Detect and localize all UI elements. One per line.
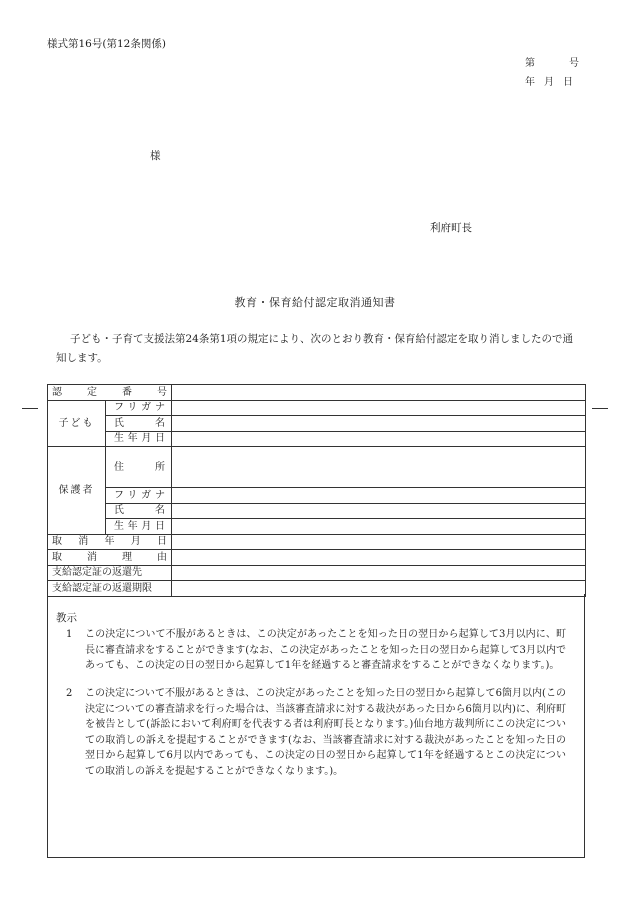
value-guardian-name[interactable]	[172, 503, 586, 519]
ref-go: 号	[569, 58, 579, 69]
notice-item-number: 2	[66, 688, 73, 699]
fold-mark-left	[22, 408, 38, 409]
date-month: 月	[544, 77, 554, 88]
reference-number	[525, 54, 579, 69]
row-cancel-date	[48, 534, 586, 550]
value-child-name[interactable]	[172, 416, 586, 432]
label-guardian-name: 氏名	[106, 503, 172, 519]
row-child-furigana	[48, 400, 586, 416]
row-guardian-birthdate	[48, 519, 586, 535]
label-cert-number: 認定番号	[48, 385, 172, 401]
value-guardian-furigana[interactable]	[172, 488, 586, 504]
notice-item-text: この決定について不服があるときは、この決定があったことを知った日の翌日から起算して6箇月以内(この決定についての審査請求を行った場合は、当該審査請求に対する裁決があった日から6箇月以内)に、利府町を被告として(訴訟において利府町を代表する者は利府町長となります。)仙台地方裁判所にこの決定についての取消しの訴えを提起することができます(なお、当該審査請求に対する裁決があったことを知った日の翌日から起算して6月以内であっても、この決定の日の翌日から起算して1年を経過するとこの決定についての取消しの訴えを提起することができなくなります。)。	[85, 688, 566, 777]
fold-mark-right	[592, 408, 608, 409]
ref-dai: 第	[525, 58, 535, 69]
sender-name: 利府町長	[430, 222, 472, 234]
row-child-birthdate	[48, 431, 586, 447]
label-child-name: 氏名	[106, 416, 172, 432]
row-child-name	[48, 416, 586, 432]
label-child-birthdate: 生年月日	[106, 431, 172, 447]
body-text: 子ども・子育て支援法第24条第1項の規定により、次のとおり教育・保育給付認定を取り消しましたので通知します。	[56, 333, 574, 364]
label-cancel-reason: 取消理由	[48, 550, 172, 566]
label-guardian-furigana: フリガナ	[106, 488, 172, 504]
label-guardian-group: 保護者	[48, 447, 106, 535]
label-child-furigana: フリガナ	[106, 400, 172, 416]
form-number: 様式第16号(第12条関係)	[47, 38, 166, 50]
value-child-furigana[interactable]	[172, 400, 586, 416]
row-return-destination	[48, 565, 586, 581]
row-guardian-name	[48, 503, 586, 519]
document-title: 教育・保育給付認定取消通知書	[234, 296, 396, 309]
addressee-honorific: 様	[150, 150, 161, 162]
value-cancel-date[interactable]	[172, 534, 586, 550]
row-cancel-reason	[48, 550, 586, 566]
notice-item-text: この決定について不服があるときは、この決定があったことを知った日の翌日から起算して3月以内に、町長に審査請求をすることができます(なお、この決定があったことを知った日の翌日から起算して3月以内であっても、この決定の日の翌日から起算して1年を経過すると審査請求をすることができなくなります。)。	[85, 629, 566, 672]
row-guardian-furigana	[48, 488, 586, 504]
label-guardian-address: 住所	[106, 447, 172, 488]
notice-item-2	[66, 686, 566, 780]
row-cert-number	[48, 385, 586, 401]
label-return-deadline: 支給認定証の返還期限	[48, 581, 172, 597]
label-cancel-date: 取消年月日	[48, 534, 172, 550]
label-return-destination: 支給認定証の返還先	[48, 565, 172, 581]
notice-section	[47, 594, 585, 858]
date-year: 年	[525, 77, 535, 88]
value-cert-number[interactable]	[172, 385, 586, 401]
label-child-group: 子ども	[48, 400, 106, 447]
date-day: 日	[563, 77, 573, 88]
value-return-destination[interactable]	[172, 565, 586, 581]
notice-item-number: 1	[66, 629, 73, 640]
notice-heading: 教示	[56, 612, 77, 624]
label-guardian-birthdate: 生年月日	[106, 519, 172, 535]
value-cancel-reason[interactable]	[172, 550, 586, 566]
info-table	[47, 384, 586, 597]
issue-date	[525, 73, 573, 88]
value-guardian-address[interactable]	[172, 447, 586, 488]
row-guardian-address	[48, 447, 586, 488]
value-child-birthdate[interactable]	[172, 431, 586, 447]
notice-item-1	[66, 627, 566, 674]
value-guardian-birthdate[interactable]	[172, 519, 586, 535]
